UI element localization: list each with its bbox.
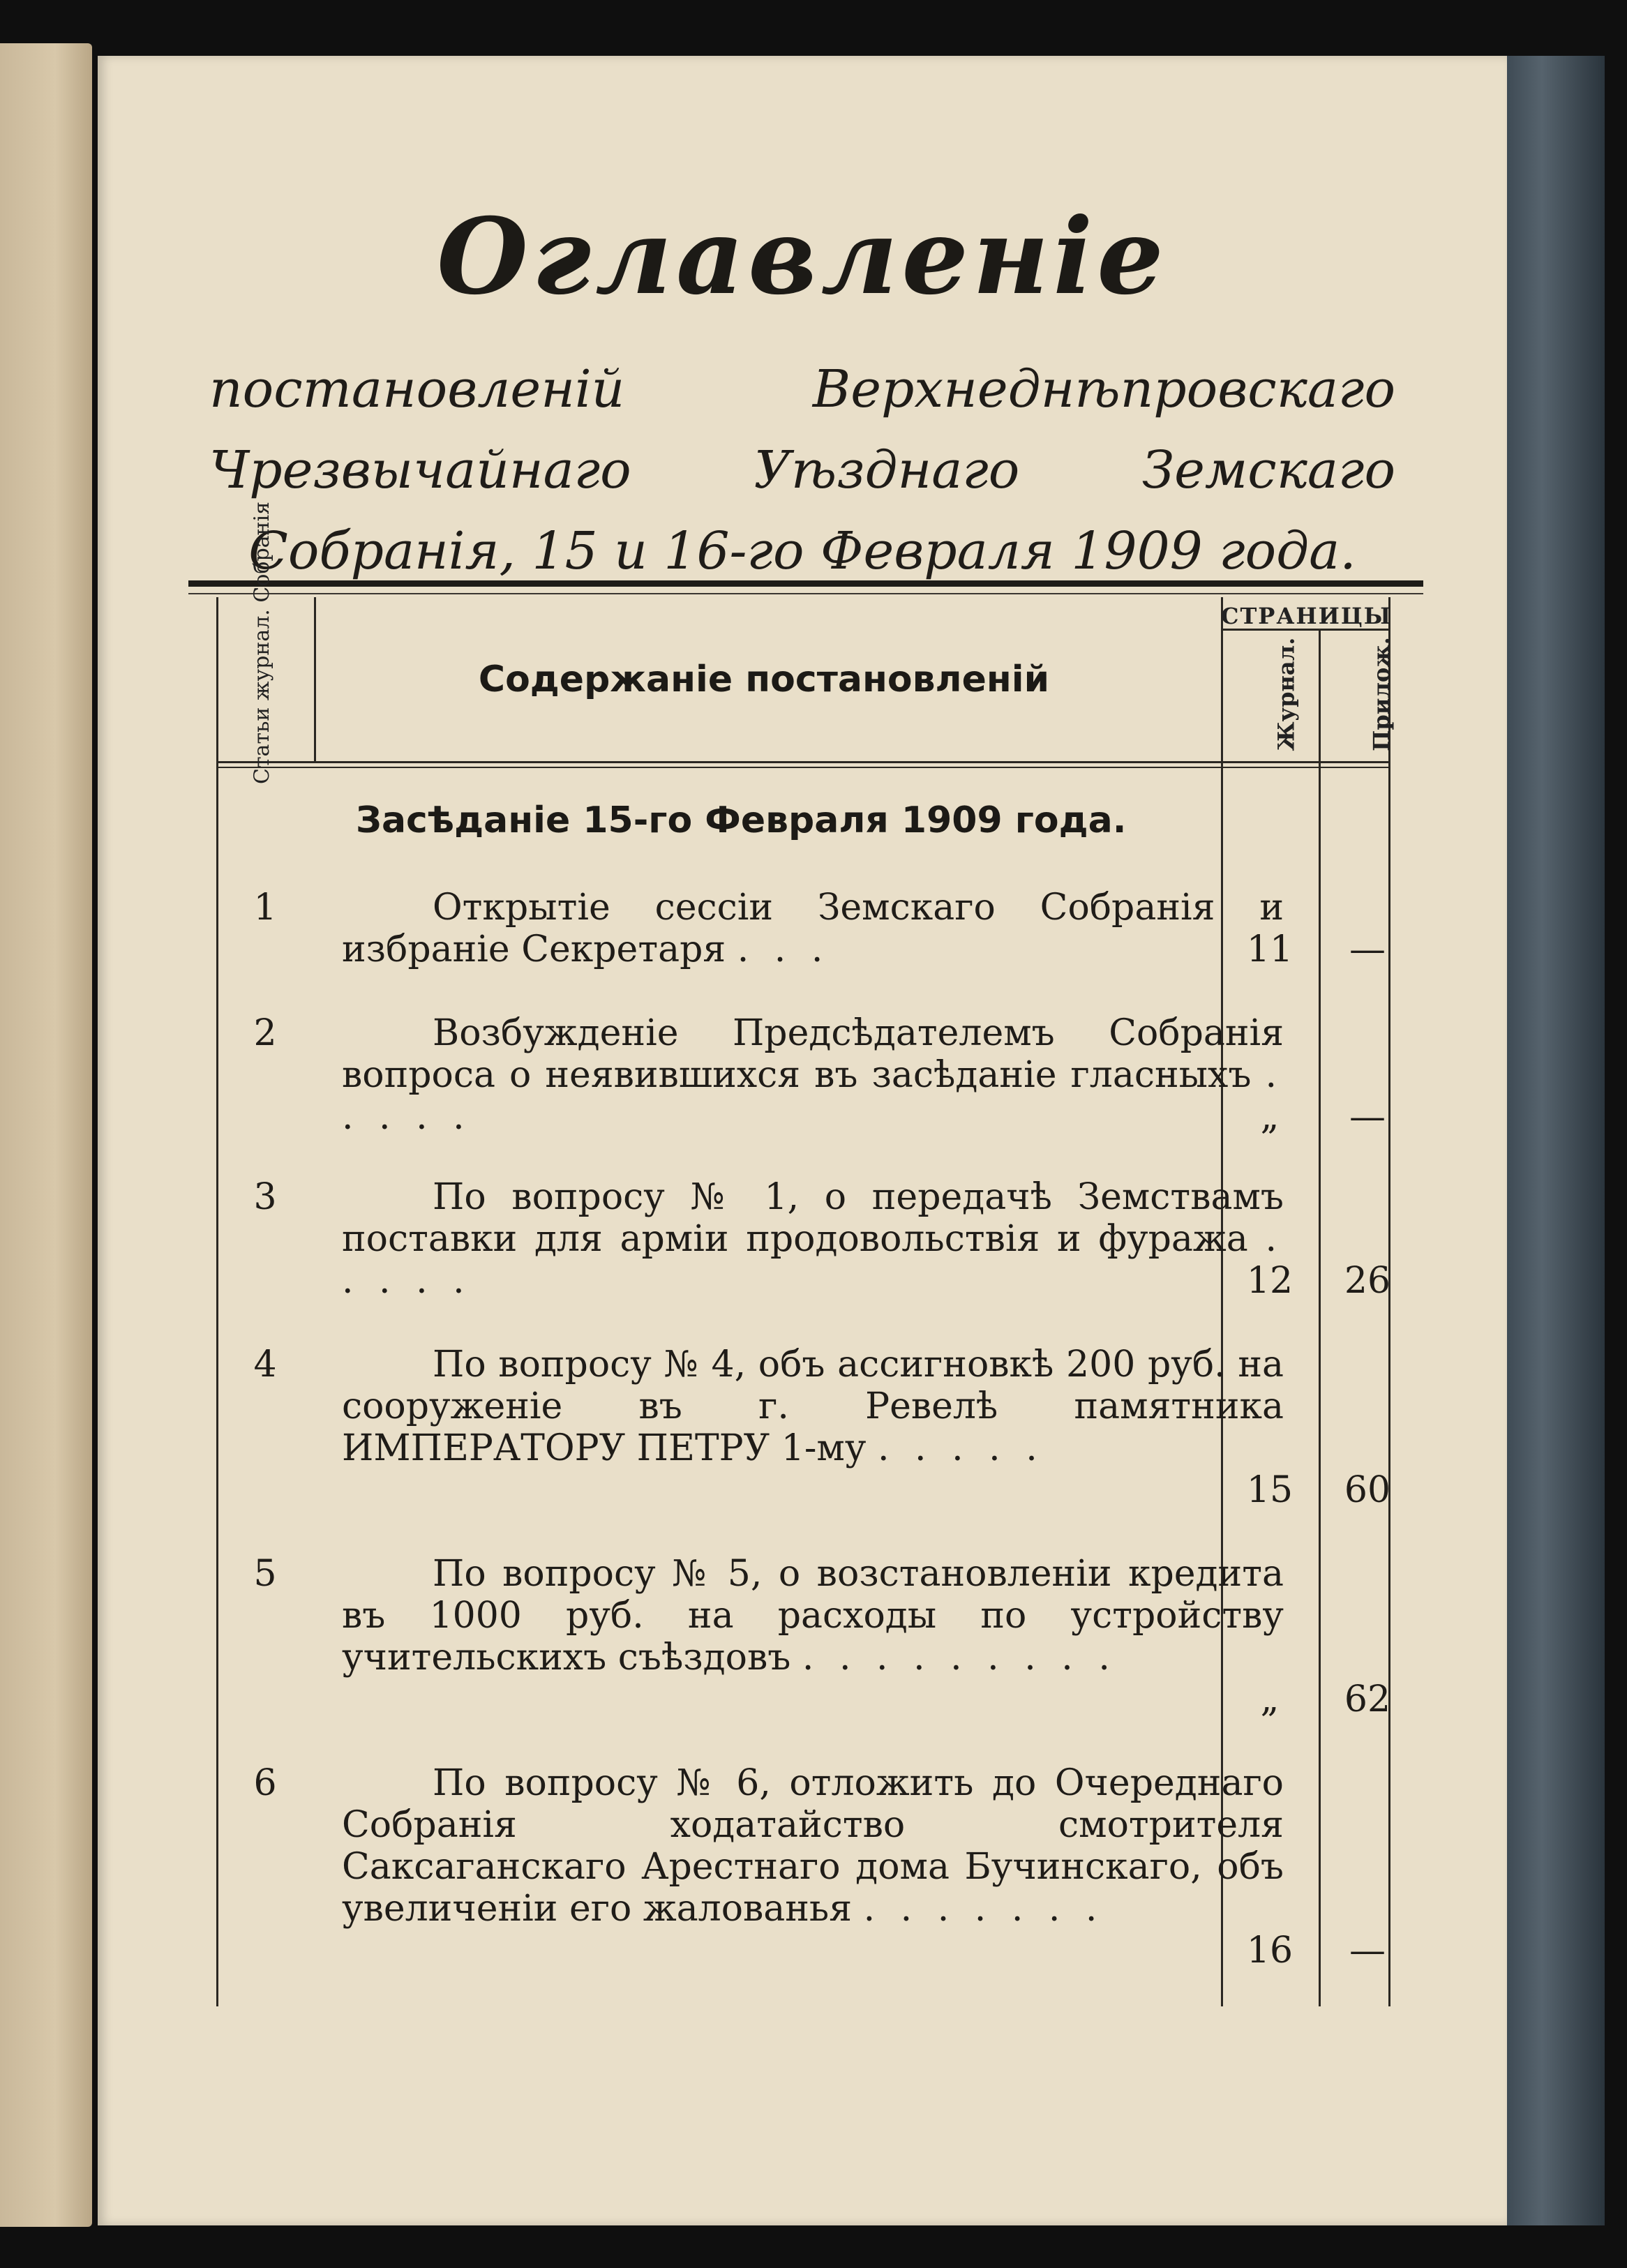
entry-text-body: По вопросу № 5, о возстановленіи кредита въ 1000 руб. на расходы по устройству учительскихъ съѣздовъ (342, 1553, 1284, 1679)
leader-dots: . . . . . . . . . (802, 1637, 1117, 1679)
session-heading: Засѣданіе 15-го Февраля 1909 года. (356, 799, 1127, 841)
journal-page: 15 (1246, 1469, 1294, 1511)
appendix-page: 62 (1344, 1679, 1391, 1720)
entry-text (342, 1012, 1284, 1138)
document-page (98, 56, 1507, 2225)
appendix-page: — (1349, 1096, 1386, 1138)
entry-number: 5 (253, 1553, 277, 1595)
contents-table (216, 501, 1395, 2020)
entry-text-body: Возбужденіе Предсѣдателемъ Собранія вопроса о неявившихся въ засѣданіе гласныхъ (342, 1012, 1284, 1096)
leader-dots: . . . (737, 929, 830, 970)
entry-text (342, 1762, 1284, 1930)
entry-number: 2 (253, 1012, 277, 1054)
book-cover-edge (1500, 56, 1605, 2225)
column-header-pages: СТРАНИЦЫ (1221, 603, 1393, 629)
column-header-content: Содержаніе постановленій (478, 659, 1050, 700)
leader-dots: . . . . . (878, 1427, 1044, 1469)
journal-page: 16 (1246, 1930, 1294, 1972)
column-header-appendix: Прилож. (1367, 637, 1395, 751)
entry-text-body: По вопросу № 4, объ ассигновкѣ 200 руб. на сооруженіе въ г. Ревелѣ памятника ИМПЕРАТОРУ ПЕТРУ 1-му (342, 1344, 1284, 1469)
thin-rule (188, 593, 1423, 594)
table-border-right (1388, 597, 1390, 2006)
entry-number: 6 (253, 1762, 277, 1804)
appendix-page: — (1349, 1930, 1386, 1972)
page-title: Оглавленіе (437, 195, 1168, 318)
journal-page: 11 (1246, 929, 1294, 970)
appendix-page: — (1349, 929, 1386, 970)
leader-dots: . . . . . . . (863, 1888, 1104, 1930)
column-header-journal: Журнал. (1273, 637, 1300, 751)
page-subtitle: постановленій Верхнеднѣпровскаго Чрезвычайнаго Уѣзднаго Земскаго Собранія, 15 и 16-го Февраля 1909 года. (209, 359, 1395, 581)
entry-number: 4 (253, 1344, 277, 1385)
journal-page: „ (1260, 1679, 1280, 1720)
entry-text-body: По вопросу № 1, о передачѣ Земствамъ поставки для арміи продовольствія и фуража (342, 1176, 1284, 1260)
journal-page: 12 (1246, 1260, 1294, 1302)
header-bottom-rule (216, 761, 1388, 763)
entry-text (342, 887, 1284, 970)
appendix-page: 26 (1344, 1260, 1391, 1302)
column-divider-journal (1319, 629, 1321, 2006)
entry-text (342, 1553, 1284, 1679)
entry-text (342, 1176, 1284, 1302)
entry-text-body: По вопросу № 6, отложить до Очереднаго Собранія ходатайство смотрителя Саксаганскаго Арестнаго дома Бучинскаго, объ увеличеніи его жалованья (342, 1762, 1284, 1930)
heavy-rule (188, 580, 1423, 587)
entry-text (342, 1344, 1284, 1469)
journal-page: „ (1260, 1096, 1280, 1138)
entry-number: 1 (253, 887, 277, 929)
entry-text-body: Открытіе сессіи Земскаго Собранія и избраніе Секретаря (342, 887, 1284, 970)
appendix-page: 60 (1344, 1469, 1391, 1511)
leader-dots: . . . . . (342, 1054, 1284, 1138)
column-header-article: Статьи журнал. Собранія (250, 501, 274, 784)
leader-dots: . . . . . (342, 1218, 1284, 1302)
header-bottom-rule-2 (216, 767, 1388, 768)
entry-number: 3 (253, 1176, 277, 1218)
previous-page-edge (0, 43, 92, 2227)
